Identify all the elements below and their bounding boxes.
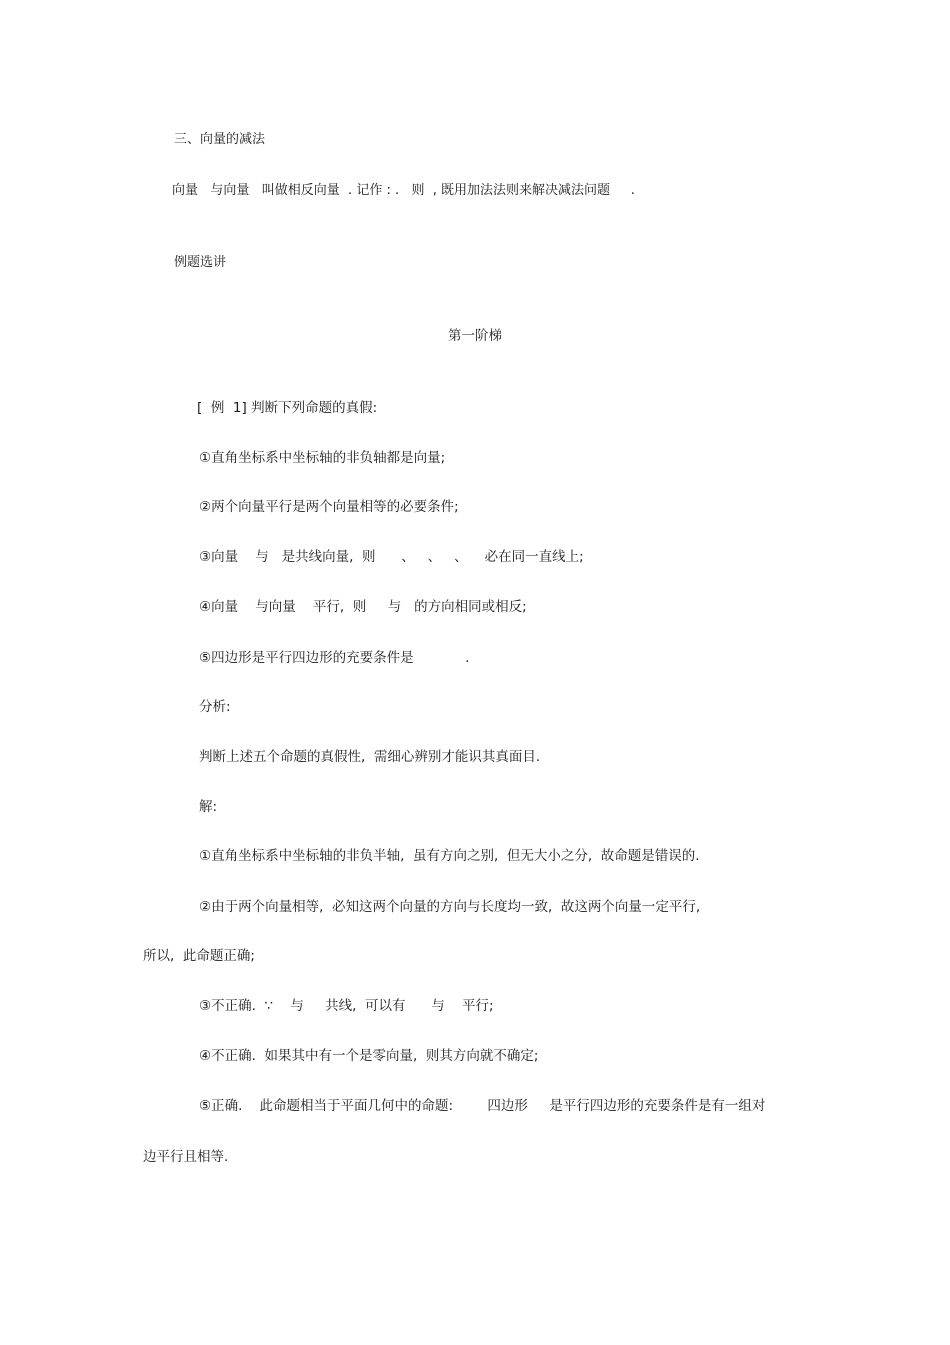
proposition-2: ②两个向量平行是两个向量相等的必要条件; — [199, 499, 459, 515]
section-heading: 三、向量的减法 — [174, 132, 266, 147]
proposition-3: ③向量 与 是共线向量, 则 、 、 、 必在同一直线上; — [199, 549, 584, 565]
intro-paragraph: 向量 与向量 叫做相反向量 . 记作 : . 则 , 既用加法法则来解决减法问题 . — [172, 183, 635, 198]
solution-2: ②由于两个向量相等, 必知这两个向量的方向与长度均一致, 故这两个向量一定平行, — [199, 899, 701, 915]
solution-4: ④不正确. 如果其中有一个是零向量, 则其方向就不确定; — [199, 1048, 539, 1064]
solution-1: ①直角坐标系中坐标轴的非负半轴, 虽有方向之别, 但无大小之分, 故命题是错误的. — [199, 848, 700, 864]
proposition-5: ⑤四边形是平行四边形的充要条件是 . — [199, 650, 470, 666]
solution-5-continued: 边平行且相等. — [143, 1149, 229, 1165]
analysis-label: 分析: — [199, 699, 231, 715]
proposition-4: ④向量 与向量 平行, 则 与 的方向相同或相反; — [199, 599, 527, 615]
example-1-prompt: [ 例 1] 判断下列命题的真假: — [197, 400, 378, 416]
solution-5: ⑤正确. 此命题相当于平面几何中的命题: 四边形 是平行四边形的充要条件是有一组对 — [199, 1098, 766, 1114]
proposition-1: ①直角坐标系中坐标轴的非负轴都是向量; — [199, 450, 446, 466]
analysis-text: 判断上述五个命题的真假性, 需细心辨别才能识其真面目. — [199, 749, 541, 765]
solution-3: ③不正确. ∵ 与 共线, 可以有 与 平行; — [199, 998, 494, 1014]
examples-heading: 例题选讲 — [174, 255, 227, 270]
tier-heading: 第一阶梯 — [448, 328, 502, 344]
solution-label: 解: — [199, 799, 218, 815]
solution-2-continued: 所以, 此命题正确; — [143, 948, 255, 964]
